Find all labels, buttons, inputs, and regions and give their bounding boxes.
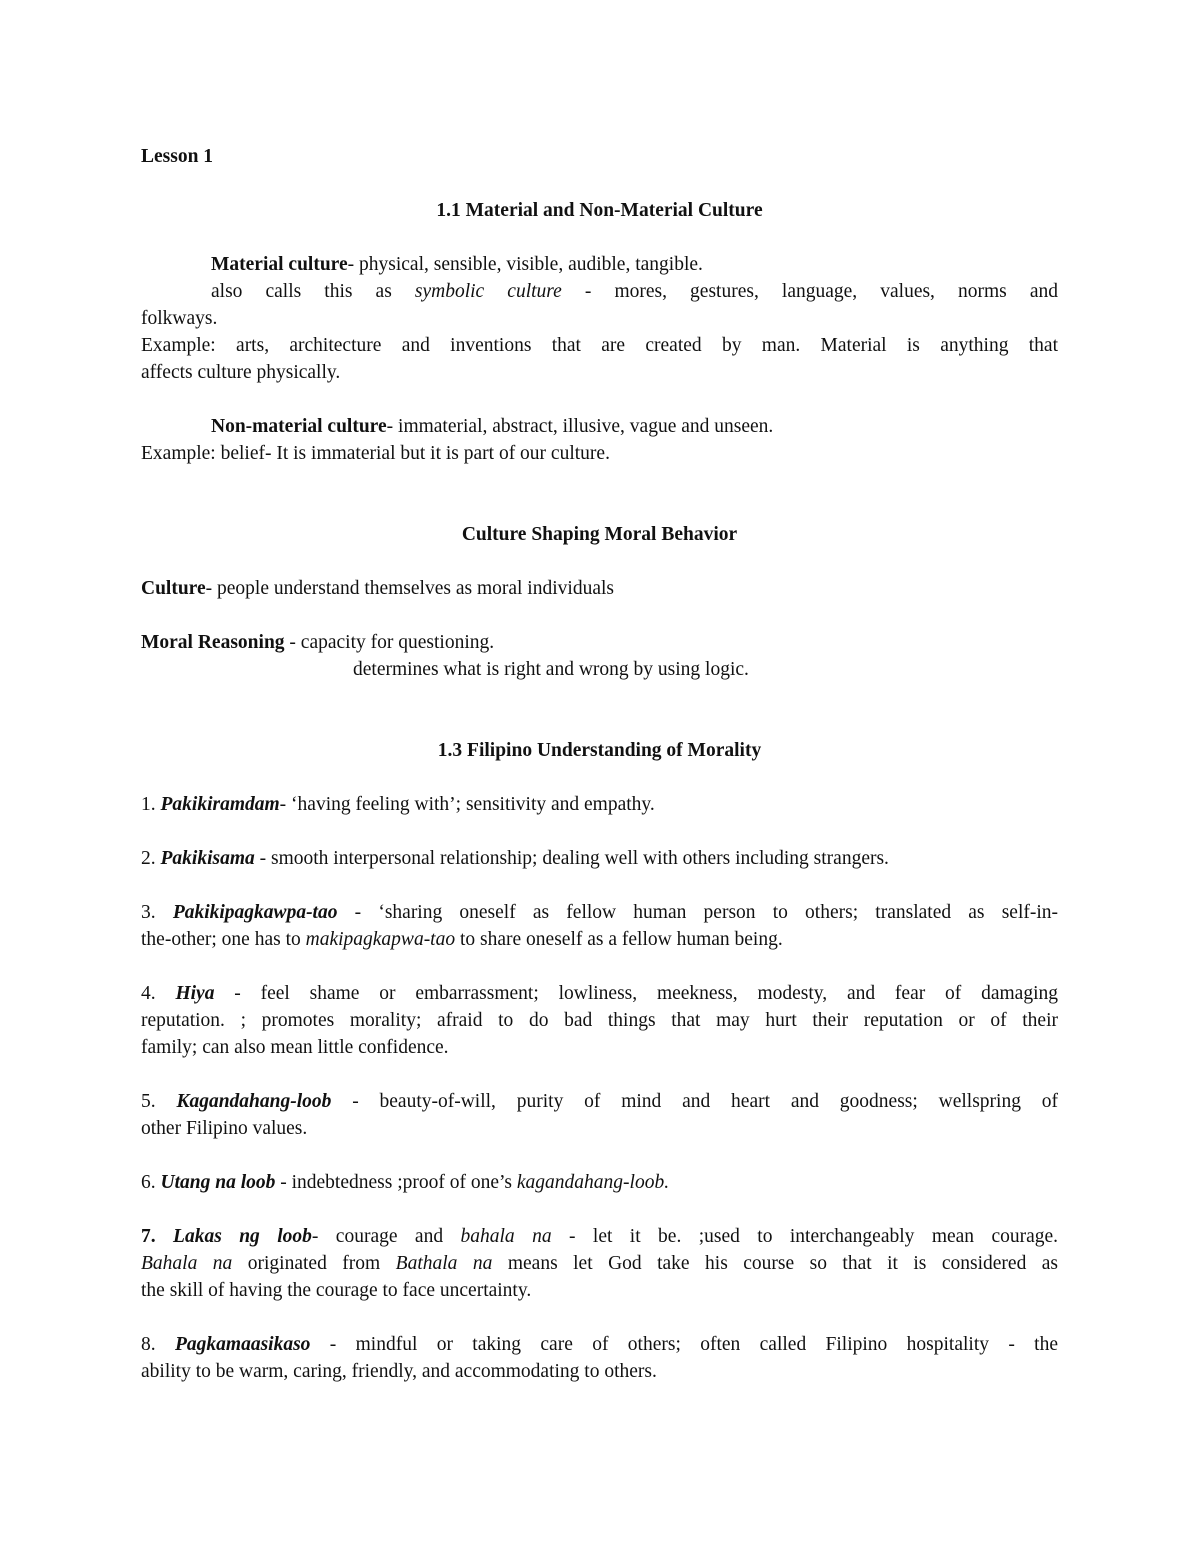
item-text-continued: other Filipino values. (141, 1118, 308, 1139)
section-shaping-heading (141, 522, 1058, 548)
section-1-3-heading-text: 1.3 Filipino Understanding of Morality (437, 740, 762, 761)
item-text-continued: the skill of having the courage to face uncertainty. (141, 1280, 532, 1301)
moral-reasoning-definition: - capacity for questioning. (284, 632, 495, 653)
item-term: Pakikipagkawpa-tao (172, 902, 338, 923)
moral-reasoning-line (141, 630, 1058, 656)
item-text: - ‘having feeling with’; sensitivity and empathy. (279, 794, 655, 815)
list-item (141, 900, 1058, 926)
item-number: 4. (141, 983, 156, 1004)
item-italic-term: kagandahang-loob. (516, 1172, 670, 1193)
item-number: 7. (141, 1226, 156, 1247)
item-text: - ‘sharing oneself as fellow human person to others; translated as self-in- (337, 902, 1059, 923)
item-text: - feel shame or embarrassment; lowliness, meekness, modesty, and fear of damaging (214, 983, 1058, 1004)
list-item (141, 1089, 1058, 1115)
item-italic-term: Bathala na (395, 1253, 493, 1274)
culture-definition-line (141, 576, 1058, 602)
symbolic-culture-term: symbolic culture (414, 281, 562, 302)
moral-reasoning-definition-2: determines what is right and wrong by using logic. (353, 659, 749, 680)
example-material-line-1 (141, 333, 1058, 359)
section-1-3-heading (141, 738, 1058, 764)
item-text-continued: originated from (247, 1253, 381, 1274)
material-culture-line (211, 252, 1128, 278)
list-item (141, 1224, 1058, 1250)
example-material-text-1: Example: arts, architecture and inventions that are created by man. Material is anything that (141, 335, 1058, 356)
nonmaterial-culture-term: Non-material culture (211, 416, 387, 437)
item-italic-term: Bahala na (141, 1253, 233, 1274)
section-1-1-heading (141, 198, 1058, 224)
list-item-continuation (141, 1008, 1058, 1034)
list-item-continuation (141, 1278, 1058, 1304)
symbolic-culture-pre: also calls this as (211, 281, 392, 302)
item-term: Pagkamaasikaso (174, 1334, 311, 1355)
moral-reasoning-line-2 (353, 657, 1200, 683)
list-item (141, 1170, 1058, 1196)
nonmaterial-culture-definition: - immaterial, abstract, illusive, vague and unseen. (386, 416, 774, 437)
list-item (141, 981, 1058, 1007)
list-item (141, 792, 1058, 818)
list-item (141, 846, 1058, 872)
item-text-continued: family; can also mean little confidence. (141, 1037, 449, 1058)
material-culture-term: Material culture (211, 254, 348, 275)
item-text-continued: means let God take his course so that it is considered as (507, 1253, 1059, 1274)
item-text-continued: reputation. ; promotes morality; afraid to do bad things that may hurt their reputation or of their (141, 1010, 1058, 1031)
section-shaping-heading-text: Culture Shaping Moral Behavior (461, 524, 738, 545)
item-text-continued: to share oneself as a fellow human being. (459, 929, 783, 950)
item-text: - mindful or taking care of others; often called Filipino hospitality - the (310, 1334, 1059, 1355)
section-1-1-heading-text: 1.1 Material and Non-Material Culture (436, 200, 763, 221)
moral-reasoning-term: Moral Reasoning (141, 632, 285, 653)
example-nonmaterial-text: Example: belief- It is immaterial but it is part of our culture. (141, 443, 610, 464)
item-text-continued: ability to be warm, caring, friendly, and accommodating to others. (141, 1361, 657, 1382)
lesson-label-text: Lesson 1 (141, 146, 214, 167)
material-culture-definition: - physical, sensible, visible, audible, tangible. (347, 254, 703, 275)
example-nonmaterial-line (141, 441, 1058, 467)
list-item (141, 1332, 1058, 1358)
symbolic-culture-line (211, 279, 1058, 305)
list-item-continuation (141, 1251, 1058, 1277)
item-text: - smooth interpersonal relationship; dealing well with others including strangers. (254, 848, 889, 869)
item-number: 8. (141, 1334, 156, 1355)
item-number: 6. (141, 1172, 156, 1193)
list-item-continuation (141, 1035, 1058, 1061)
list-item-continuation (141, 1116, 1058, 1142)
item-term: Lakas ng loob (173, 1226, 312, 1247)
example-material-line-2 (141, 360, 1058, 386)
item-text: - courage and (311, 1226, 444, 1247)
item-term: Kagandahang-loob (176, 1091, 332, 1112)
culture-definition: - people understand themselves as moral individuals (205, 578, 614, 599)
item-term: Pakikiramdam (160, 794, 280, 815)
item-number: 5. (141, 1091, 156, 1112)
item-text: - indebtedness ;proof of one’s (275, 1172, 513, 1193)
item-italic-term: makipagkapwa-tao (305, 929, 456, 950)
nonmaterial-culture-line (211, 414, 1128, 440)
lesson-label (141, 144, 1058, 170)
list-item-continuation (141, 1359, 1058, 1385)
item-text: - let it be. ;used to interchangeably mean courage. (569, 1226, 1059, 1247)
symbolic-culture-post: - mores, gestures, language, values, norms and (584, 281, 1058, 302)
item-term: Utang na loob (160, 1172, 276, 1193)
example-material-text-2: affects culture physically. (141, 362, 341, 383)
list-item-continuation (141, 927, 1058, 953)
item-italic-term: bahala na (460, 1226, 552, 1247)
item-text-continued: the-other; one has to (141, 929, 301, 950)
item-number: 2. (141, 848, 156, 869)
item-number: 1. (141, 794, 156, 815)
folkways-text: folkways. (141, 308, 218, 329)
item-term: Pakikisama (160, 848, 255, 869)
item-term: Hiya (175, 983, 215, 1004)
folkways-line (141, 306, 1058, 332)
culture-term: Culture (141, 578, 206, 599)
item-number: 3. (141, 902, 156, 923)
item-text: - beauty-of-will, purity of mind and heart and goodness; wellspring of (331, 1091, 1058, 1112)
